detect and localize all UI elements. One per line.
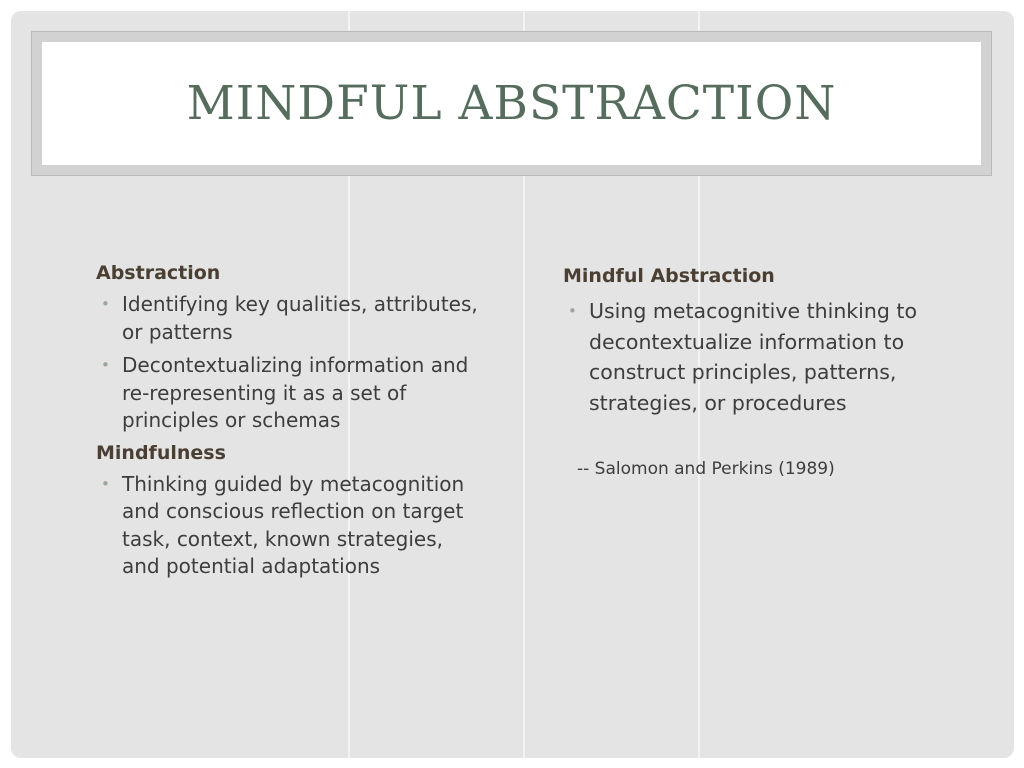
bullet-text: Thinking guided by metacognition and conscious reflection on target task, context, known strategies, and potential adaptations (122, 471, 465, 578)
bullet-list-mindful-abstraction (563, 296, 943, 419)
bullet-icon: • (101, 295, 110, 313)
section-heading-abstraction: Abstraction (96, 262, 221, 284)
bullet-text: Decontextualizing information and re-representing it as a set of principles or schemas (122, 353, 469, 432)
title-box (42, 42, 981, 165)
bullet-text: Using metacognitive thinking to decontextualize information to construct principles, patterns, strategies, or procedures (589, 299, 917, 416)
left-column (96, 261, 481, 587)
bullet-list-abstraction (96, 291, 481, 435)
bullet-icon: • (101, 474, 110, 493)
section-heading-mindfulness: Mindfulness (96, 441, 226, 464)
slide (11, 11, 1014, 758)
bullet-item (563, 296, 943, 419)
slide-title: MINDFUL ABSTRACTION (186, 76, 837, 131)
citation: -- Salomon and Perkins (1989) (577, 458, 835, 479)
bullet-list-mindfulness (96, 471, 481, 581)
bullet-item (96, 471, 481, 581)
title-frame (31, 31, 992, 176)
bullet-item (96, 352, 481, 435)
bullet-icon: • (101, 356, 110, 374)
section-heading-mindful-abstraction: Mindful Abstraction (563, 265, 775, 287)
bullet-item (96, 291, 481, 346)
bullet-text: Identifying key qualities, attributes, or patterns (122, 292, 478, 344)
right-column (563, 264, 943, 479)
bullet-icon: • (568, 302, 577, 320)
